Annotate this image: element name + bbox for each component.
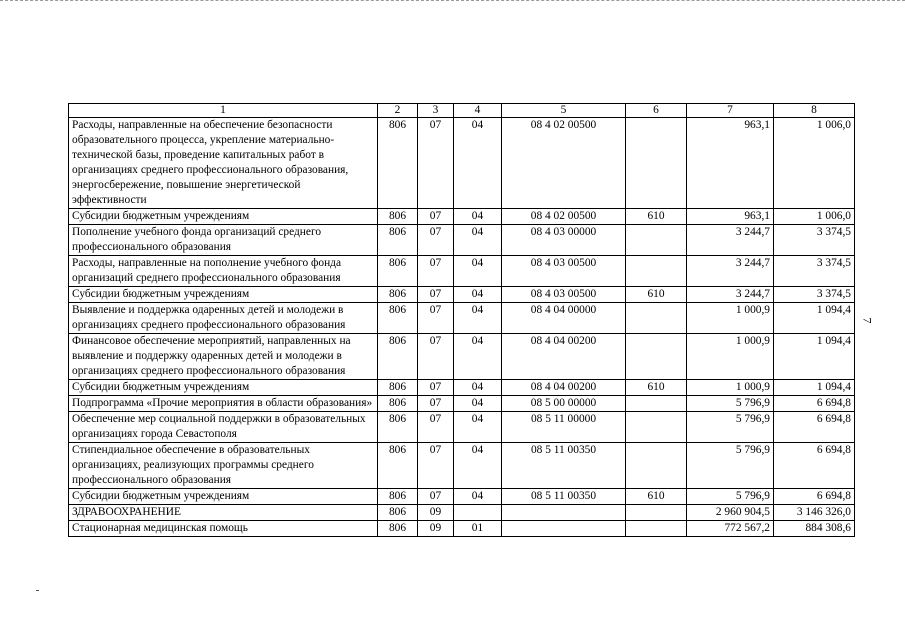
header-cell: 5: [502, 104, 626, 118]
table-row: [69, 118, 855, 209]
section-cell: 07: [418, 380, 454, 396]
target-article-cell: 08 4 02 00500: [502, 118, 626, 209]
gov-code-cell: 806: [378, 396, 418, 412]
subsection-cell: 04: [454, 303, 502, 334]
section-cell: 07: [418, 396, 454, 412]
expense-type-cell: [626, 303, 687, 334]
row-name-cell: Выявление и поддержка одаренных детей и молодежи в организациях среднего профессионального образования: [69, 303, 378, 334]
table-row: [69, 396, 855, 412]
expense-type-cell: [626, 521, 687, 537]
table-row: [69, 380, 855, 396]
subsection-cell: 04: [454, 380, 502, 396]
target-article-cell: [502, 521, 626, 537]
row-name-cell: Субсидии бюджетным учреждениям: [69, 489, 378, 505]
amount-year1-cell: 1 000,9: [687, 380, 774, 396]
table-row: [69, 209, 855, 225]
table-row: [69, 287, 855, 303]
amount-year1-cell: 5 796,9: [687, 443, 774, 489]
table-row: [69, 505, 855, 521]
row-name-cell: Обеспечение мер социальной поддержки в образовательных организациях города Севастополя: [69, 412, 378, 443]
amount-year2-cell: 6 694,8: [774, 412, 855, 443]
expense-type-cell: [626, 225, 687, 256]
amount-year1-cell: 3 244,7: [687, 287, 774, 303]
expense-type-cell: [626, 412, 687, 443]
amount-year2-cell: 1 094,4: [774, 380, 855, 396]
table-row: [69, 256, 855, 287]
amount-year1-cell: 963,1: [687, 209, 774, 225]
row-name-cell: Субсидии бюджетным учреждениям: [69, 209, 378, 225]
target-article-cell: 08 4 03 00000: [502, 225, 626, 256]
amount-year1-cell: 963,1: [687, 118, 774, 209]
row-name-cell: Финансовое обеспечение мероприятий, направленных на выявление и поддержку одаренных детей и молодежи в организациях среднего профессионального образования: [69, 334, 378, 380]
target-article-cell: 08 4 03 00500: [502, 256, 626, 287]
target-article-cell: 08 4 04 00200: [502, 380, 626, 396]
amount-year1-cell: 5 796,9: [687, 412, 774, 443]
budget-table: [68, 103, 855, 537]
amount-year2-cell: 1 094,4: [774, 334, 855, 380]
subsection-cell: 04: [454, 489, 502, 505]
row-name-cell: Расходы, направленные на пополнение учебного фонда организаций среднего профессионального образования: [69, 256, 378, 287]
amount-year2-cell: 884 308,6: [774, 521, 855, 537]
subsection-cell: 04: [454, 256, 502, 287]
header-cell: 2: [378, 104, 418, 118]
amount-year1-cell: 1 000,9: [687, 334, 774, 380]
section-cell: 07: [418, 334, 454, 380]
row-name-cell: Стипендиальное обеспечение в образовательных организациях, реализующих программы среднего профессионального образования: [69, 443, 378, 489]
header-cell: 3: [418, 104, 454, 118]
section-cell: 09: [418, 521, 454, 537]
expense-type-cell: 610: [626, 209, 687, 225]
gov-code-cell: 806: [378, 118, 418, 209]
expense-type-cell: [626, 256, 687, 287]
amount-year2-cell: 1 094,4: [774, 303, 855, 334]
gov-code-cell: 806: [378, 505, 418, 521]
table-row: [69, 521, 855, 537]
subsection-cell: 04: [454, 118, 502, 209]
row-name-cell: Расходы, направленные на обеспечение безопасности образовательного процесса, укрепление материально-технической базы, проведение капитальных работ в организациях среднего профессионального образования, энергосбережение, повышение энергетической эффективности: [69, 118, 378, 209]
amount-year2-cell: 3 374,5: [774, 287, 855, 303]
header-row: [69, 104, 855, 118]
target-article-cell: 08 5 11 00350: [502, 443, 626, 489]
target-article-cell: 08 4 04 00200: [502, 334, 626, 380]
section-cell: 07: [418, 489, 454, 505]
subsection-cell: 04: [454, 225, 502, 256]
amount-year2-cell: 6 694,8: [774, 396, 855, 412]
expense-type-cell: [626, 118, 687, 209]
header-cell: 1: [69, 104, 378, 118]
expense-type-cell: 610: [626, 489, 687, 505]
target-article-cell: 08 4 02 00500: [502, 209, 626, 225]
gov-code-cell: 806: [378, 380, 418, 396]
target-article-cell: 08 5 11 00350: [502, 489, 626, 505]
gov-code-cell: 806: [378, 521, 418, 537]
gov-code-cell: 806: [378, 209, 418, 225]
section-cell: 07: [418, 443, 454, 489]
subsection-cell: [454, 505, 502, 521]
subsection-cell: 04: [454, 287, 502, 303]
amount-year2-cell: 3 374,5: [774, 225, 855, 256]
table-row: [69, 303, 855, 334]
expense-type-cell: [626, 334, 687, 380]
subsection-cell: 04: [454, 334, 502, 380]
target-article-cell: [502, 505, 626, 521]
expense-type-cell: [626, 505, 687, 521]
scan-top-edge: [0, 0, 905, 2]
gov-code-cell: 806: [378, 412, 418, 443]
amount-year1-cell: 5 796,9: [687, 489, 774, 505]
amount-year1-cell: 2 960 904,5: [687, 505, 774, 521]
amount-year1-cell: 1 000,9: [687, 303, 774, 334]
section-cell: 07: [418, 287, 454, 303]
section-cell: 07: [418, 209, 454, 225]
header-cell: 4: [454, 104, 502, 118]
expense-type-cell: 610: [626, 380, 687, 396]
section-cell: 09: [418, 505, 454, 521]
subsection-cell: 04: [454, 209, 502, 225]
table-row: [69, 334, 855, 380]
amount-year2-cell: 6 694,8: [774, 443, 855, 489]
amount-year2-cell: 6 694,8: [774, 489, 855, 505]
header-cell: 8: [774, 104, 855, 118]
gov-code-cell: 806: [378, 443, 418, 489]
table-row: [69, 489, 855, 505]
amount-year2-cell: 1 006,0: [774, 118, 855, 209]
amount-year2-cell: 1 006,0: [774, 209, 855, 225]
table-row: [69, 443, 855, 489]
section-cell: 07: [418, 256, 454, 287]
expense-type-cell: [626, 443, 687, 489]
amount-year2-cell: 3 374,5: [774, 256, 855, 287]
header-cell: 6: [626, 104, 687, 118]
table-row: [69, 225, 855, 256]
amount-year1-cell: 3 244,7: [687, 256, 774, 287]
expense-type-cell: [626, 396, 687, 412]
subsection-cell: 04: [454, 412, 502, 443]
gov-code-cell: 806: [378, 489, 418, 505]
gov-code-cell: 806: [378, 225, 418, 256]
gov-code-cell: 806: [378, 334, 418, 380]
expense-type-cell: 610: [626, 287, 687, 303]
row-name-cell: Пополнение учебного фонда организаций среднего профессионального образования: [69, 225, 378, 256]
subsection-cell: 01: [454, 521, 502, 537]
header-cell: 7: [687, 104, 774, 118]
target-article-cell: 08 5 11 00000: [502, 412, 626, 443]
subsection-cell: 04: [454, 396, 502, 412]
target-article-cell: 08 4 04 00000: [502, 303, 626, 334]
subsection-cell: 04: [454, 443, 502, 489]
section-cell: 07: [418, 225, 454, 256]
scan-speck: [36, 590, 39, 591]
page-number: 7: [860, 317, 875, 324]
row-name-cell: Подпрограмма «Прочие мероприятия в области образования»: [69, 396, 378, 412]
section-cell: 07: [418, 118, 454, 209]
amount-year2-cell: 3 146 326,0: [774, 505, 855, 521]
row-name-cell: Субсидии бюджетным учреждениям: [69, 287, 378, 303]
row-name-cell: ЗДРАВООХРАНЕНИЕ: [69, 505, 378, 521]
section-cell: 07: [418, 412, 454, 443]
row-name-cell: Стационарная медицинская помощь: [69, 521, 378, 537]
gov-code-cell: 806: [378, 256, 418, 287]
amount-year1-cell: 772 567,2: [687, 521, 774, 537]
amount-year1-cell: 5 796,9: [687, 396, 774, 412]
target-article-cell: 08 4 03 00500: [502, 287, 626, 303]
gov-code-cell: 806: [378, 287, 418, 303]
table-body: [69, 104, 855, 537]
section-cell: 07: [418, 303, 454, 334]
gov-code-cell: 806: [378, 303, 418, 334]
target-article-cell: 08 5 00 00000: [502, 396, 626, 412]
amount-year1-cell: 3 244,7: [687, 225, 774, 256]
row-name-cell: Субсидии бюджетным учреждениям: [69, 380, 378, 396]
table-row: [69, 412, 855, 443]
